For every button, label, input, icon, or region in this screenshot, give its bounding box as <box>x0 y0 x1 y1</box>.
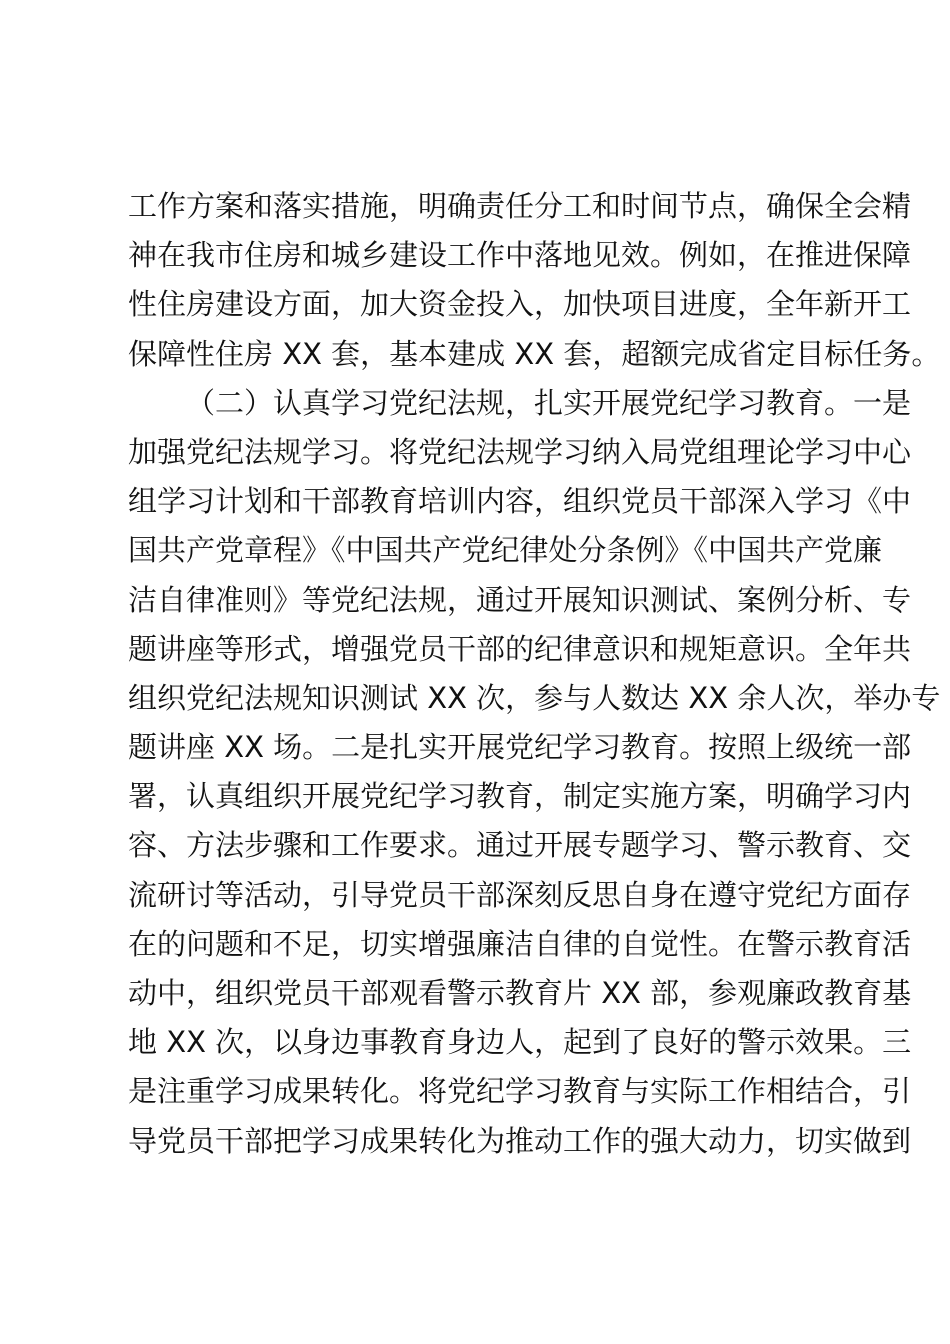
text-line: 题讲座等形式，增强党员干部的纪律意识和规矩意识。全年共 <box>128 631 912 666</box>
text-line: 性住房建设方面，加大资金投入，加快项目进度，全年新开工 <box>128 287 912 322</box>
text-line: 地 XX 次，以身边事教育身边人，起到了良好的警示效果。三 <box>128 1025 912 1060</box>
text-line: 保障性住房 XX 套，基本建成 XX 套，超额完成省定目标任务。 <box>128 336 941 371</box>
text-line: 组学习计划和干部教育培训内容，组织党员干部深入学习《中 <box>128 484 912 519</box>
section-heading-line: （二）认真学习党纪法规，扎实开展党纪学习教育。一是 <box>186 385 912 420</box>
text-line: 工作方案和落实措施，明确责任分工和时间节点，确保全会精 <box>128 189 912 223</box>
body-text <box>128 182 941 1166</box>
text-line: 洁自律准则》等党纪法规，通过开展知识测试、案例分析、专 <box>128 582 912 617</box>
text-line: 是注重学习成果转化。将党纪学习教育与实际工作相结合，引 <box>128 1074 912 1109</box>
text-line: 容、方法步骤和工作要求。通过开展专题学习、警示教育、交 <box>128 828 912 863</box>
text-line: 题讲座 XX 场。二是扎实开展党纪学习教育。按照上级统一部 <box>128 730 912 765</box>
text-line: 神在我市住房和城乡建设工作中落地见效。例如，在推进保障 <box>128 238 912 273</box>
text-line: 署，认真组织开展党纪学习教育，制定实施方案，明确学习内 <box>128 779 912 814</box>
text-line: 流研讨等活动，引导党员干部深刻反思自身在遵守党纪方面存 <box>128 877 912 912</box>
text-line: 组织党纪法规知识测试 XX 次，参与人数达 XX 余人次，举办专 <box>128 680 941 715</box>
text-line: 加强党纪法规学习。将党纪法规学习纳入局党组理论学习中心 <box>128 434 912 469</box>
text-line: 导党员干部把学习成果转化为推动工作的强大动力，切实做到 <box>128 1123 912 1158</box>
text-line: 在的问题和不足，切实增强廉洁自律的自觉性。在警示教育活 <box>128 926 912 961</box>
text-line: 国共产党章程》《中国共产党纪律处分条例》《中国共产党廉 <box>128 533 883 568</box>
text-line: 动中，组织党员干部观看警示教育片 XX 部，参观廉政教育基 <box>128 976 912 1010</box>
